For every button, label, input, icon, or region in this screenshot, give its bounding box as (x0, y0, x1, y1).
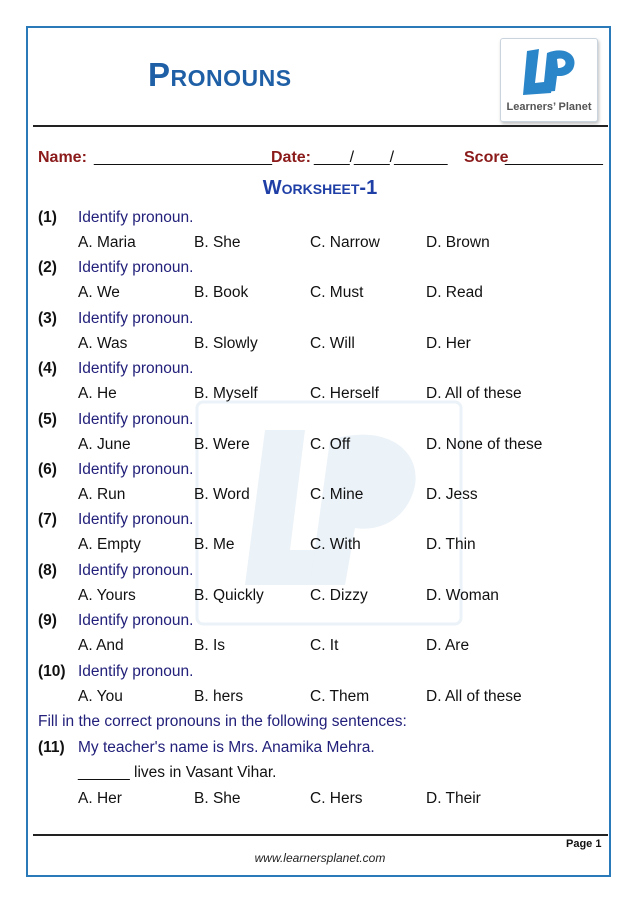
option-b[interactable]: B. Is (194, 637, 226, 655)
question-text: Identify pronoun. (78, 309, 194, 327)
question-text: Identify pronoun. (78, 209, 194, 226)
question-text: Identify pronoun. (78, 662, 194, 680)
option-c[interactable]: C. It (310, 637, 339, 655)
question-number: (4) (38, 360, 57, 378)
brand-logo[interactable] (500, 38, 598, 122)
footer-divider (33, 834, 608, 836)
option-a[interactable]: A. Her (78, 790, 122, 807)
option-c[interactable]: C. Mine (310, 486, 364, 503)
question-text: Identify pronoun. (78, 259, 194, 277)
question-text: Identify pronoun. (78, 360, 194, 378)
option-a[interactable]: A. June (78, 435, 131, 453)
option-d[interactable]: D. Brown (426, 234, 490, 251)
question-text: My teacher's name is Mrs. Anamika Mehra. (78, 739, 375, 756)
option-c[interactable]: C. Will (310, 334, 355, 352)
question-number: (3) (38, 309, 57, 327)
option-c[interactable]: C. Dizzy (310, 586, 368, 604)
date-label: Date: (271, 149, 312, 166)
option-b[interactable]: B. Word (194, 486, 250, 503)
question-text: Identify pronoun. (78, 511, 194, 529)
footer-url[interactable]: www.learnersplanet.com (254, 851, 386, 865)
page-number: Page 1 (566, 838, 602, 850)
option-d[interactable]: D. Woman (426, 586, 499, 604)
question-number: (6) (38, 461, 57, 478)
question-number: (2) (38, 259, 57, 277)
question-text: Identify pronoun. (78, 612, 194, 630)
option-a[interactable]: A. You (78, 687, 123, 705)
option-b[interactable]: B. hers (194, 687, 244, 705)
page-title: Pronouns (148, 56, 292, 93)
fill-sentence: ______ lives in Vasant Vihar. (78, 764, 277, 781)
option-d[interactable]: D. Read (426, 284, 483, 302)
question-number: (10) (38, 662, 66, 680)
question-number: (8) (38, 561, 57, 579)
option-b[interactable]: B. She (194, 790, 241, 807)
question-text: Identify pronoun. (78, 561, 194, 579)
option-b[interactable]: B. Me (194, 536, 235, 554)
option-a[interactable]: A. Maria (78, 234, 136, 251)
worksheet-title: Worksheet-1 (262, 177, 378, 199)
question-number: (1) (38, 209, 57, 226)
option-a[interactable]: A. Empty (78, 536, 141, 554)
logo-label: Learners’ Planet (506, 101, 592, 113)
question-text: Identify pronoun. (78, 410, 194, 428)
lp-logo-icon (517, 43, 581, 101)
option-d[interactable]: D. Her (426, 334, 471, 352)
option-d[interactable]: D. All of these (426, 385, 522, 403)
question-number: (7) (38, 511, 57, 529)
option-a[interactable]: A. We (78, 284, 120, 302)
question-number: (9) (38, 612, 57, 630)
name-field[interactable]: ____________________ (94, 149, 272, 166)
option-a[interactable]: A. Was (78, 334, 128, 352)
question-number: (5) (38, 410, 57, 428)
option-c[interactable]: C. With (310, 536, 361, 554)
option-c[interactable]: C. Must (310, 284, 364, 302)
option-b[interactable]: B. Quickly (194, 586, 264, 604)
question-number: (11) (38, 739, 65, 756)
option-a[interactable]: A. And (78, 637, 124, 655)
name-label: Name: (38, 149, 87, 166)
option-a[interactable]: A. Run (78, 486, 126, 503)
option-c[interactable]: C. Narrow (310, 234, 380, 251)
option-b[interactable]: B. Myself (194, 385, 258, 403)
option-b[interactable]: B. She (194, 234, 241, 251)
option-b[interactable]: B. Book (194, 284, 249, 302)
option-b[interactable]: B. Slowly (194, 334, 258, 352)
option-d[interactable]: D. Are (426, 637, 470, 655)
option-c[interactable]: C. Herself (310, 385, 379, 403)
option-d[interactable]: D. None of these (426, 435, 543, 453)
date-field[interactable]: ____/____/______ (314, 149, 448, 166)
header-divider (33, 125, 608, 127)
option-c[interactable]: C. Hers (310, 790, 363, 807)
option-c[interactable]: C. Off (310, 435, 351, 453)
fill-instruction: Fill in the correct pronouns in the following sentences: (38, 713, 407, 730)
option-d[interactable]: D. Jess (426, 486, 478, 503)
option-a[interactable]: A. Yours (78, 586, 136, 604)
option-b[interactable]: B. Were (194, 435, 250, 453)
option-c[interactable]: C. Them (310, 687, 370, 705)
score-label: Score (464, 149, 509, 166)
question-text: Identify pronoun. (78, 461, 194, 478)
score-field[interactable]: ___________ (505, 149, 603, 166)
option-d[interactable]: D. Their (426, 790, 481, 807)
option-d[interactable]: D. Thin (426, 536, 476, 554)
option-d[interactable]: D. All of these (426, 687, 522, 705)
option-a[interactable]: A. He (78, 385, 117, 403)
